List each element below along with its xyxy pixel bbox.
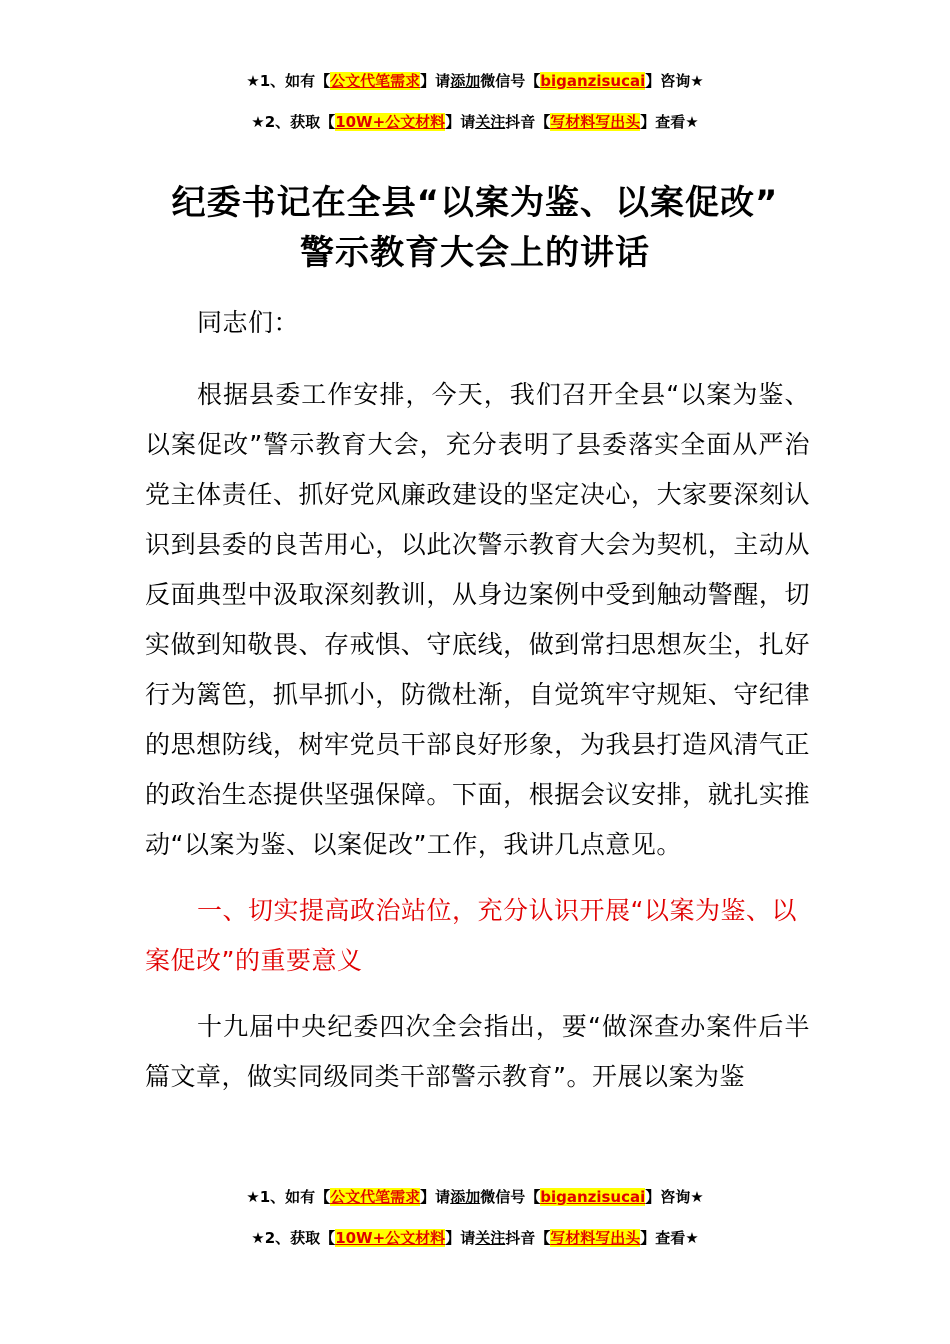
promo-text: 】请 xyxy=(445,1229,476,1247)
promo-text: 微信号【 xyxy=(480,1188,541,1206)
paragraph-2: 十九届中央纪委四次全会指出，要“做深查办案件后半篇文章，做实同级同类干部警示教育”。开展以案为鉴 xyxy=(145,1012,810,1091)
promo-douyin-id: 写材料写出头 xyxy=(550,1229,641,1247)
promo-prefix: ★1、如有【 xyxy=(246,1188,331,1206)
promo-text: 】请 xyxy=(445,113,476,131)
salutation: 同志们： xyxy=(197,308,300,337)
promo-text: 】请 xyxy=(420,72,451,90)
document-title-line-1: 纪委书记在全县“以案为鉴、以案促改” xyxy=(171,183,779,223)
promo-text: 抖音【 xyxy=(505,113,551,131)
promo-underline: 添加 xyxy=(450,1188,481,1206)
paragraph-1: 根据县委工作安排，今天，我们召开全县“以案为鉴、以案促改”警示教育大会，充分表明了县委落实全面从严治党主体责任、抓好党风廉政建设的坚定决心，大家要深刻认识到县委的良苦用心，以此次警示教育大会为契机，主动从反面典型中汲取深刻教训，从身边案例中受到触动警醒，切实做到知敬畏、存戒惧、守底线，做到常扫思想灰尘，扎好行为篱笆，抓早抓小，防微杜渐，自觉筑牢守规矩、守纪律的思想防线，树牢党员干部良好形象，为我县打造风清气正的政治生态提供坚强保障。下面，根据会议安排，就扎实推动“以案为鉴、以案促改”工作，我讲几点意见。 xyxy=(145,380,810,859)
promo-highlight: 公文代笔需求 xyxy=(330,1188,421,1206)
bottom-promo-line-1 xyxy=(0,1186,950,1208)
promo-underline: 关注 xyxy=(475,113,506,131)
promo-wechat-id: biganzisucai xyxy=(540,72,646,90)
section-heading-1: 一、切实提高政治站位，充分认识开展“以案为鉴、以案促改”的重要意义 xyxy=(145,896,797,975)
promo-prefix: ★2、获取【 xyxy=(251,113,336,131)
promo-highlight: 公文代笔需求 xyxy=(330,72,421,90)
promo-text: 微信号【 xyxy=(480,72,541,90)
promo-text: 】请 xyxy=(420,1188,451,1206)
bottom-promo-line-2 xyxy=(0,1227,950,1249)
top-promo-line-1 xyxy=(0,70,950,92)
promo-wechat-id: biganzisucai xyxy=(540,1188,646,1206)
promo-suffix: 】咨询★ xyxy=(645,72,704,90)
promo-highlight: 10W+公文材料 xyxy=(335,113,446,131)
top-promo-line-2 xyxy=(0,111,950,133)
promo-suffix: 】查看★ xyxy=(640,113,699,131)
promo-underline: 添加 xyxy=(450,72,481,90)
document-body xyxy=(145,298,810,1102)
promo-suffix: 】查看★ xyxy=(640,1229,699,1247)
promo-highlight: 10W+公文材料 xyxy=(335,1229,446,1247)
promo-prefix: ★1、如有【 xyxy=(246,72,331,90)
document-title-line-2: 警示教育大会上的讲话 xyxy=(300,233,650,273)
promo-suffix: 】咨询★ xyxy=(645,1188,704,1206)
promo-underline: 关注 xyxy=(475,1229,506,1247)
promo-prefix: ★2、获取【 xyxy=(251,1229,336,1247)
promo-douyin-id: 写材料写出头 xyxy=(550,113,641,131)
promo-text: 抖音【 xyxy=(505,1229,551,1247)
